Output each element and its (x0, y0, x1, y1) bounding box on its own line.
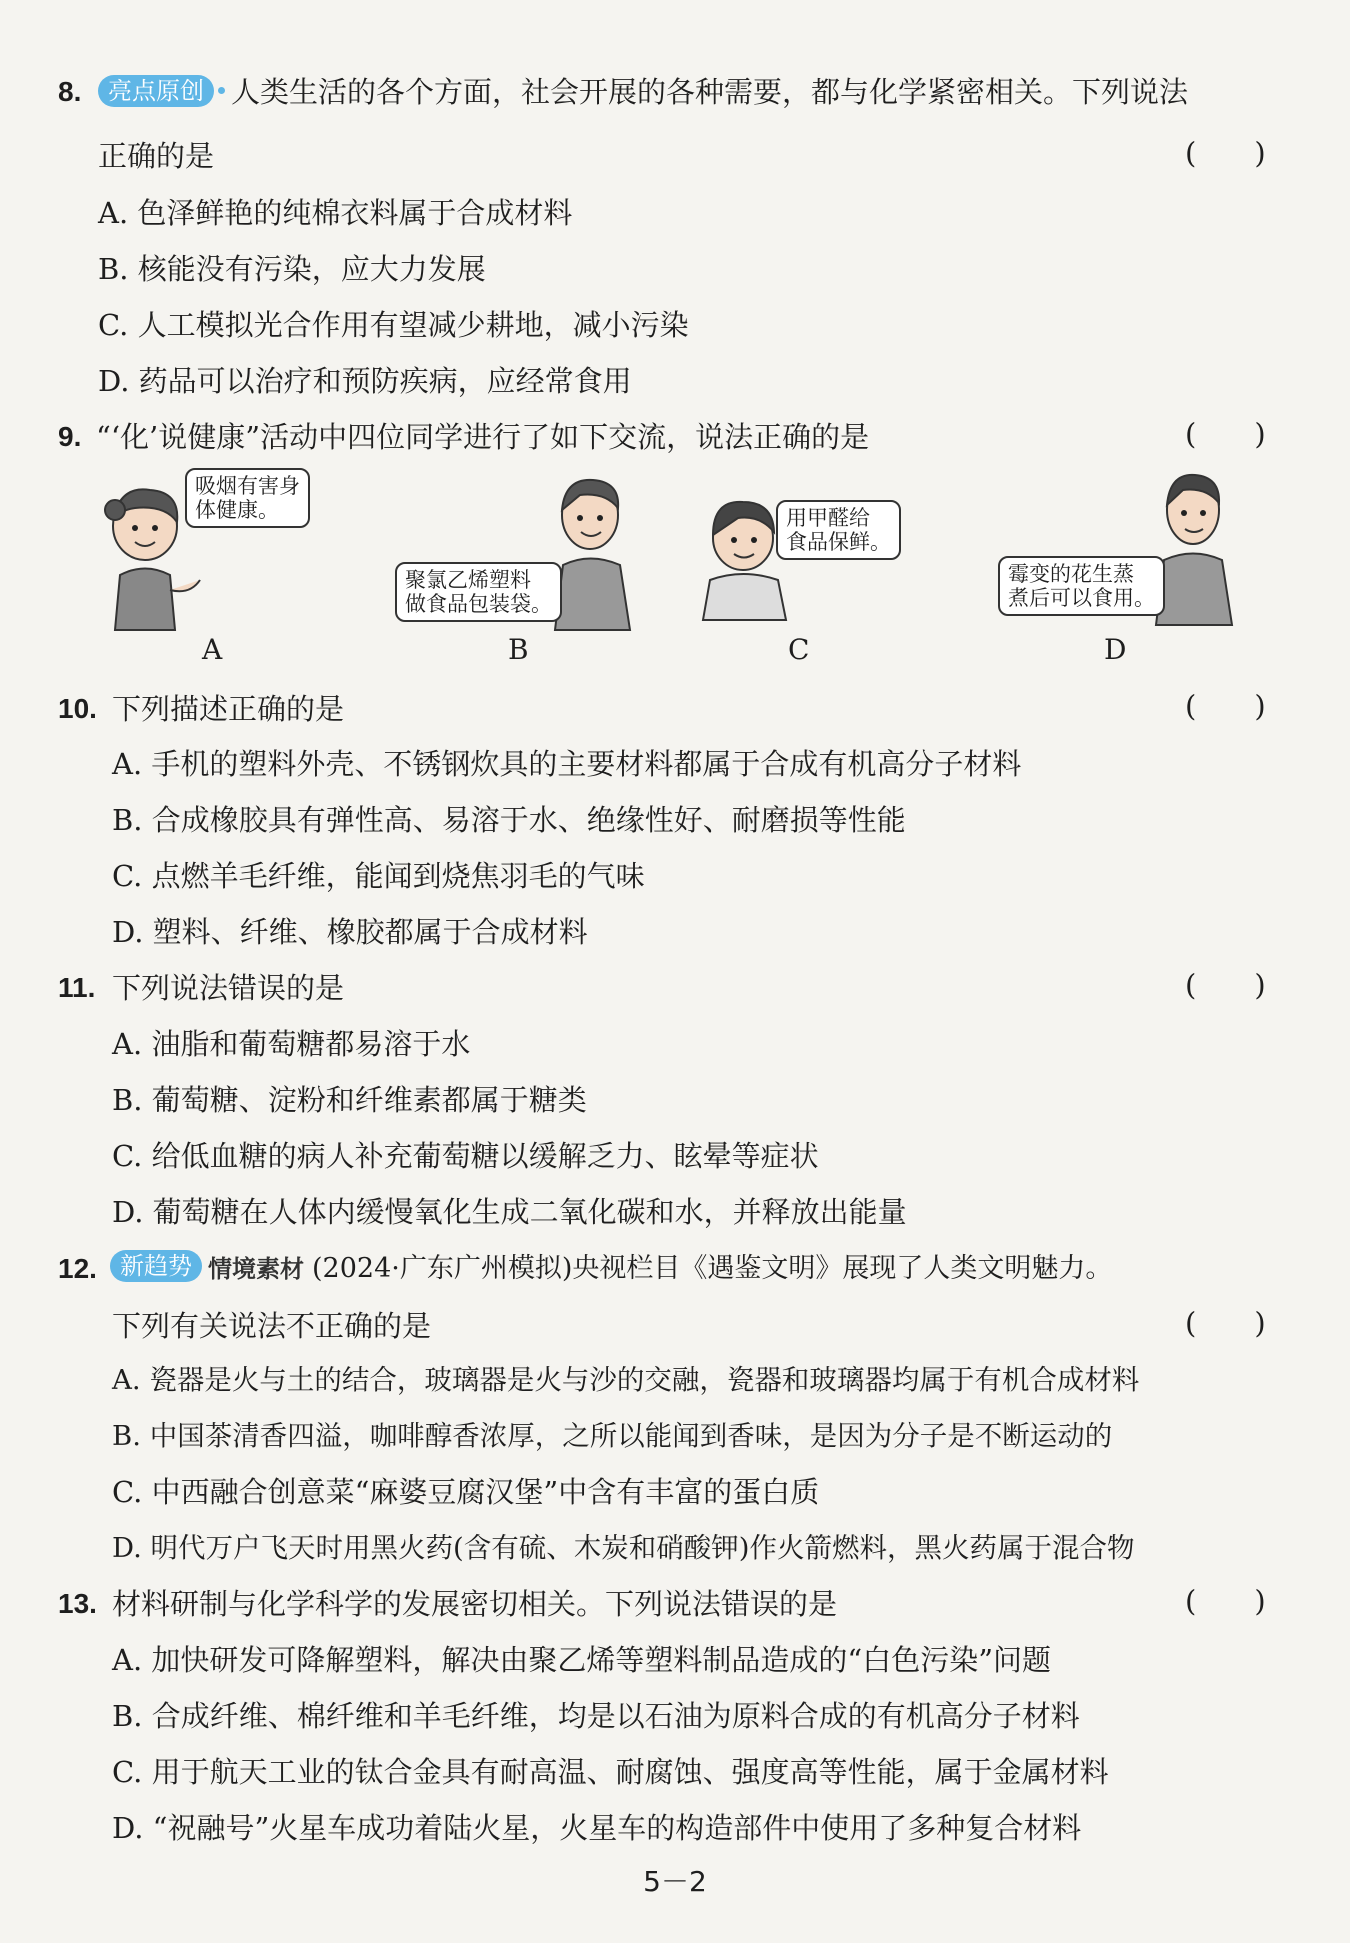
question-8-option-a: A. 色泽鲜艳的纯棉衣料属于合成材料 (98, 196, 573, 230)
question-11-option-c: C. 给低血糖的病人补充葡萄糖以缓解乏力、眩晕等症状 (112, 1139, 819, 1173)
question-13-option-b: B. 合成纤维、棉纤维和羊毛纤维，均是以石油为原料合成的有机高分子材料 (112, 1699, 1080, 1733)
question-11-text: 下列说法错误的是 (112, 971, 345, 1005)
panel-b-bubble-line2: 做食品包装袋。 (405, 592, 552, 616)
question-11-answer-blank: ( ) (1185, 968, 1266, 1002)
question-13-answer-blank: ( ) (1185, 1584, 1266, 1618)
question-13-option-d: D. “祝融号”火星车成功着陆火星，火星车的构造部件中使用了多种复合材料 (112, 1811, 1082, 1845)
panel-d-bubble-line2: 煮后可以食用。 (1008, 586, 1155, 610)
question-12-text-line2: 下列有关说法不正确的是 (112, 1309, 432, 1343)
question-11-option-a: A. 油脂和葡萄糖都易溶于水 (112, 1027, 471, 1061)
panel-d-letter: D (1104, 633, 1127, 666)
panel-b-speech-bubble (395, 562, 562, 622)
question-10-option-a: A. 手机的塑料外壳、不锈钢炊具的主要材料都属于合成有机高分子材料 (112, 747, 1022, 781)
panel-d (998, 470, 1238, 630)
page-number: 5－2 (643, 1865, 707, 1898)
question-13-option-a: A. 加快研发可降解塑料，解决由聚乙烯等塑料制品造成的“白色污染”问题 (112, 1643, 1052, 1677)
boy-student-icon (698, 490, 788, 640)
panel-c-bubble-line1: 用甲醛给 (786, 506, 870, 530)
panel-a-speech-bubble (185, 468, 310, 528)
panel-b-letter: B (508, 633, 529, 666)
question-11-option-d: D. 葡萄糖在人体内缓慢氧化生成二氧化碳和水，并释放出能量 (112, 1195, 907, 1229)
question-10-option-b: B. 合成橡胶具有弹性高、易溶于水、绝缘性好、耐磨损等性能 (112, 803, 906, 837)
question-10-option-d: D. 塑料、纤维、橡胶都属于合成材料 (112, 915, 588, 949)
panel-c-speech-bubble (776, 500, 901, 560)
question-12-number: 12. (58, 1253, 97, 1284)
question-10-option-c: C. 点燃羊毛纤维，能闻到烧焦羽毛的气味 (112, 859, 645, 893)
panel-c-bubble-line2: 食品保鲜。 (786, 530, 891, 554)
question-10-answer-blank: ( ) (1185, 689, 1266, 723)
panel-a-bubble-line1: 吸烟有害身 (195, 474, 300, 498)
question-12-stem (110, 1249, 1112, 1289)
question-12-option-c: C. 中西融合创意菜“麻婆豆腐汉堡”中含有丰富的蛋白质 (112, 1475, 820, 1509)
question-12-option-b: B. 中国茶清香四溢，咖啡醇香浓厚，之所以能闻到香味，是因为分子是不断运动的 (112, 1420, 1113, 1452)
question-8-option-d: D. 药品可以治疗和预防疾病，应经常食用 (98, 364, 632, 398)
context-material-tag: 情境素材 (208, 1255, 304, 1283)
question-10-text: 下列描述正确的是 (112, 692, 345, 726)
panel-d-speech-bubble (998, 556, 1165, 616)
girl-student-icon (95, 480, 195, 630)
question-12-text-line1: (2024·广东广州模拟)央视栏目《遇鉴文明》展现了人类文明魅力。 (312, 1253, 1113, 1284)
question-8-text-line2: 正确的是 (98, 139, 215, 173)
question-12-option-d: D. 明代万户飞天时用黑火药(含有硫、木炭和硝酸钾)作火箭燃料，黑火药属于混合物 (112, 1532, 1135, 1564)
highlight-original-tag: 亮点原创 (98, 75, 214, 107)
panel-c-letter: C (788, 633, 810, 666)
question-13-text: 材料研制与化学科学的发展密切相关。下列说法错误的是 (112, 1587, 838, 1621)
question-13-option-c: C. 用于航天工业的钛合金具有耐高温、耐腐蚀、强度高等性能，属于金属材料 (112, 1755, 1109, 1789)
question-8-option-c: C. 人工模拟光合作用有望减少耕地，减小污染 (98, 308, 689, 342)
question-9-number: 9. (58, 421, 82, 452)
question-11-option-b: B. 葡萄糖、淀粉和纤维素都属于糖类 (112, 1083, 587, 1117)
question-8-stem (98, 72, 1188, 112)
question-8-answer-blank: ( ) (1185, 136, 1266, 170)
new-trend-tag: 新趋势 (110, 1250, 202, 1282)
panel-a-letter: A (202, 633, 223, 666)
question-10-number: 10. (58, 693, 97, 724)
panel-b-bubble-line1: 聚氯乙烯塑料 (405, 568, 531, 592)
panel-b (395, 470, 645, 630)
panel-a (95, 470, 335, 630)
question-12-option-a: A. 瓷器是火与土的结合，玻璃器是火与沙的交融，瓷器和玻璃器均属于有机合成材料 (112, 1364, 1140, 1396)
question-11-number: 11. (58, 972, 96, 1003)
question-9-answer-blank: ( ) (1185, 417, 1266, 451)
question-12-answer-blank: ( ) (1185, 1306, 1266, 1340)
question-9-text: “‘化’说健康”活动中四位同学进行了如下交流，说法正确的是 (96, 420, 870, 454)
question-13-number: 13. (58, 1588, 97, 1619)
question-8-number: 8. (58, 76, 82, 107)
panel-c (698, 470, 908, 630)
panel-a-bubble-line2: 体健康。 (195, 498, 279, 522)
tag-dot-icon (218, 87, 225, 94)
question-8-option-b: B. 核能没有污染，应大力发展 (98, 252, 486, 286)
question-8-text-line1: 人类生活的各个方面，社会开展的各种需要，都与化学紧密相关。下列说法 (231, 75, 1189, 109)
panel-d-bubble-line1: 霉变的花生蒸 (1008, 562, 1134, 586)
